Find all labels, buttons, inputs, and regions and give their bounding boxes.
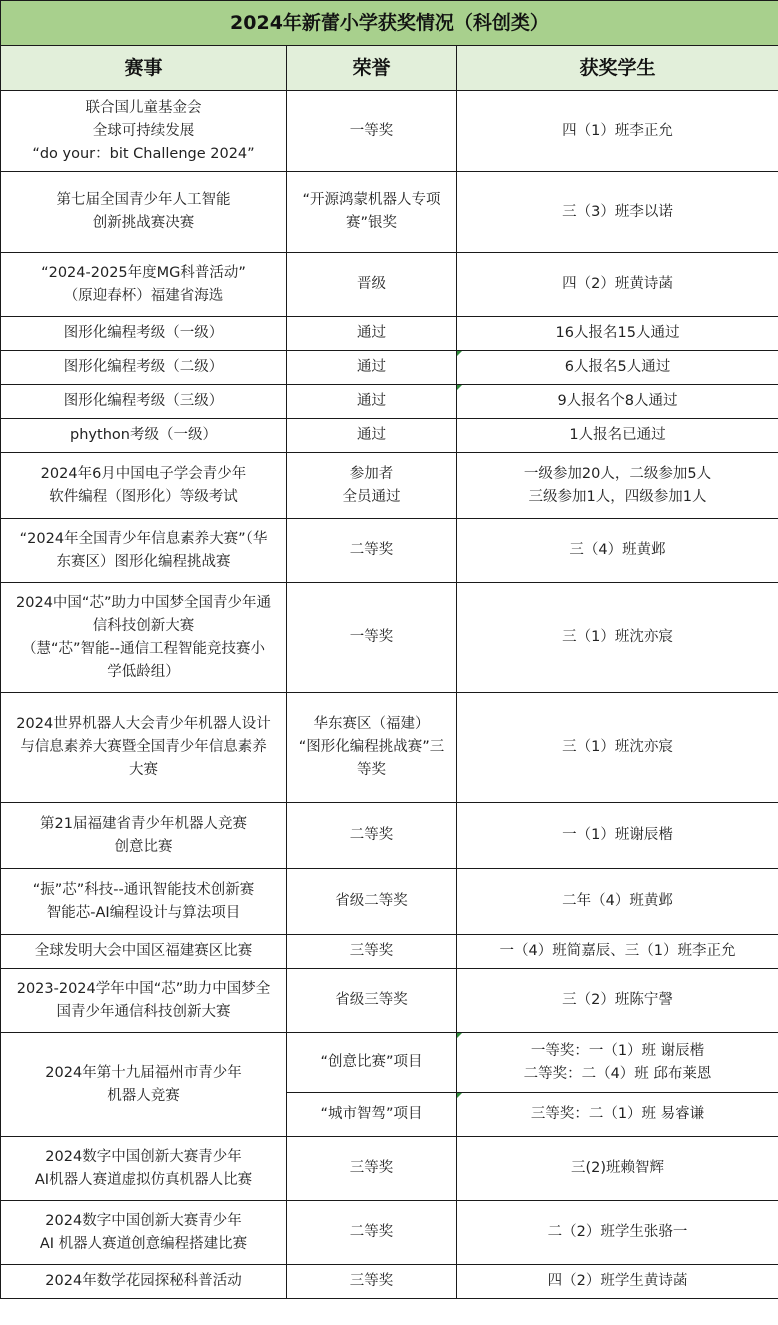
honor-cell-line: 省级二等奖 <box>335 893 408 909</box>
table-row <box>1 803 778 869</box>
honor-cell <box>287 172 457 253</box>
event-cell-line: 联合国儿童基金会 <box>85 99 202 116</box>
table-row <box>1 351 778 385</box>
student-cell-line: 三（1）班沈亦宸 <box>562 629 673 645</box>
table-row <box>1 419 778 453</box>
student-cell <box>457 453 778 519</box>
event-cell <box>1 1201 287 1265</box>
event-cell <box>1 253 287 317</box>
event-cell-line: “2024年全国青少年信息素养大赛”（华 <box>19 530 268 547</box>
honor-cell <box>287 1201 457 1265</box>
student-cell-line: 三（2）班陈宁謦 <box>562 992 673 1008</box>
student-cell-line: 二等奖：二（4）班 邱布莱恩 <box>523 1065 712 1082</box>
student-cell <box>457 1093 778 1137</box>
honor-cell <box>287 1093 457 1137</box>
honor-cell-line: 二等奖 <box>349 1224 394 1240</box>
title-row <box>1 1 778 46</box>
event-cell-line: （原迎春杯）福建省海选 <box>63 287 224 304</box>
table-row <box>1 693 778 803</box>
student-cell <box>457 351 778 385</box>
student-cell <box>457 317 778 351</box>
honor-cell-line: 通过 <box>357 359 386 375</box>
student-cell-line: 一等奖：一（1）班 谢辰楷 <box>530 1042 705 1059</box>
honor-cell <box>287 869 457 935</box>
student-cell-line: 三（1）班沈亦宸 <box>562 739 673 755</box>
honor-cell <box>287 253 457 317</box>
honor-cell-line: 通过 <box>357 325 386 341</box>
student-cell <box>457 91 778 172</box>
event-cell <box>1 453 287 519</box>
honor-cell <box>287 91 457 172</box>
table-row <box>1 1137 778 1201</box>
event-cell-line: “do your：bit Challenge 2024” <box>32 145 255 162</box>
student-cell <box>457 519 778 583</box>
event-cell-line: “振”芯”科技--通讯智能技术创新赛 <box>32 881 255 898</box>
student-cell-line: 一级参加20人，二级参加5人 <box>523 465 712 482</box>
event-cell-line: 智能芯-AI编程设计与算法项目 <box>46 904 241 921</box>
event-cell-line: 信科技创新大赛 <box>92 617 195 634</box>
student-cell <box>457 1033 778 1093</box>
student-cell-line: 6人报名5人通过 <box>564 359 671 375</box>
student-cell-line: 16人报名15人通过 <box>555 325 680 341</box>
event-cell <box>1 419 287 453</box>
event-cell-line: 2024数字中国创新大赛青少年 <box>45 1212 242 1229</box>
event-cell <box>1 1033 287 1137</box>
honor-cell-line: “图形化编程挑战赛”三 <box>298 739 445 755</box>
event-cell-line: 创意比赛 <box>114 838 173 855</box>
event-cell <box>1 385 287 419</box>
table-row <box>1 519 778 583</box>
honor-cell-line: 三等奖 <box>349 1273 394 1289</box>
header-event: 赛事 <box>1 46 287 91</box>
student-cell <box>457 385 778 419</box>
honor-cell <box>287 1265 457 1299</box>
student-cell <box>457 253 778 317</box>
event-cell <box>1 583 287 693</box>
event-cell-line: AI机器人赛道虚拟仿真机器人比赛 <box>34 1171 253 1188</box>
student-cell <box>457 935 778 969</box>
event-cell-line: 第21届福建省青少年机器人竞赛 <box>40 815 247 832</box>
event-cell-line: 国青少年通信科技创新大赛 <box>56 1003 231 1020</box>
honor-cell-line: “创意比赛”项目 <box>320 1054 423 1070</box>
student-cell-line: 1人报名已通过 <box>569 427 666 443</box>
event-cell-line: 图形化编程考级（二级） <box>63 359 224 375</box>
table-row <box>1 385 778 419</box>
table-row <box>1 453 778 519</box>
event-cell-line: 图形化编程考级（一级） <box>63 325 224 341</box>
student-cell <box>457 172 778 253</box>
honor-cell-line: 晋级 <box>357 276 386 292</box>
honor-cell <box>287 419 457 453</box>
event-cell-line: 2024年数学花园探秘科普活动 <box>45 1273 242 1289</box>
honor-cell-line: 三等奖 <box>349 1160 394 1176</box>
event-cell <box>1 1137 287 1201</box>
honor-cell-line: 等奖 <box>357 762 386 778</box>
table-row <box>1 1201 778 1265</box>
honor-cell <box>287 969 457 1033</box>
event-cell <box>1 1265 287 1299</box>
student-cell <box>457 1201 778 1265</box>
honor-cell <box>287 351 457 385</box>
event-cell-line: 创新挑战赛决赛 <box>92 215 195 231</box>
honor-cell-line: 全员通过 <box>342 488 401 505</box>
student-cell-line: 一（1）班谢辰楷 <box>562 827 673 843</box>
student-cell-line: 三（4）班黄邺 <box>569 542 666 558</box>
honor-cell-line: 参加者 <box>349 465 394 482</box>
student-cell-line: 三(2)班赖智辉 <box>570 1160 665 1176</box>
event-cell-line: AI 机器人赛道创意编程搭建比赛 <box>39 1235 248 1252</box>
student-cell-line: 三级参加1人，四级参加1人 <box>528 488 707 505</box>
event-cell-line: 图形化编程考级（三级） <box>63 393 224 409</box>
student-cell-line: 四（2）班黄诗菡 <box>562 276 673 292</box>
event-cell-line: “2024-2025年度MG科普活动” <box>41 264 246 281</box>
table-row <box>1 869 778 935</box>
student-cell-line: 四（2）班学生黄诗菡 <box>547 1273 688 1289</box>
student-cell <box>457 1137 778 1201</box>
honor-cell <box>287 693 457 803</box>
event-cell-line: 2023-2024学年中国“芯”助力中国梦全 <box>16 980 271 997</box>
header-student: 获奖学生 <box>457 46 778 91</box>
event-cell-line: 2024年第十九届福州市青少年 <box>45 1064 242 1081</box>
honor-cell <box>287 1137 457 1201</box>
student-cell-line: 9人报名个8人通过 <box>557 393 678 409</box>
student-cell-line: 三（3）班李以诺 <box>562 203 673 220</box>
header-row <box>1 46 778 91</box>
event-cell <box>1 803 287 869</box>
event-cell-line: 机器人竞赛 <box>107 1087 180 1104</box>
honor-cell-line: “城市智驾”项目 <box>320 1106 423 1122</box>
student-cell-line: 二（2）班学生张骆一 <box>547 1224 688 1240</box>
event-cell-line: 2024数字中国创新大赛青少年 <box>45 1148 242 1165</box>
table-row <box>1 583 778 693</box>
honor-cell-line: 一等奖 <box>349 122 394 139</box>
event-cell-line: 2024中国“芯”助力中国梦全国青少年通 <box>16 594 271 611</box>
honor-cell-line: 省级三等奖 <box>335 992 408 1008</box>
event-cell-line: 2024世界机器人大会青少年机器人设计 <box>16 716 271 732</box>
honor-cell <box>287 1033 457 1093</box>
honor-cell <box>287 317 457 351</box>
honor-cell-line: 二等奖 <box>349 827 394 843</box>
honor-cell <box>287 519 457 583</box>
honor-cell <box>287 935 457 969</box>
honor-cell <box>287 453 457 519</box>
honor-cell <box>287 385 457 419</box>
event-cell-line: 与信息素养大赛暨全国青少年信息素养 <box>20 739 267 755</box>
honor-cell <box>287 583 457 693</box>
event-cell <box>1 172 287 253</box>
table-row <box>1 1265 778 1299</box>
table-row <box>1 172 778 253</box>
table-row <box>1 935 778 969</box>
event-cell <box>1 693 287 803</box>
event-cell-line: （慧“芯”智能--通信工程智能竞技赛小 <box>22 640 265 657</box>
event-cell-line: 全球发明大会中国区福建赛区比赛 <box>34 943 253 959</box>
table-row <box>1 91 778 172</box>
table-row <box>1 969 778 1033</box>
honor-cell-line: 通过 <box>357 393 386 409</box>
event-cell-line: 软件编程（图形化）等级考试 <box>49 488 238 505</box>
student-cell <box>457 419 778 453</box>
student-cell <box>457 693 778 803</box>
student-cell-line: 二年（4）班黄邺 <box>562 893 673 909</box>
event-cell-line: 第七届全国青少年人工智能 <box>56 192 231 208</box>
table-row <box>1 253 778 317</box>
event-cell <box>1 935 287 969</box>
event-cell <box>1 869 287 935</box>
student-cell <box>457 869 778 935</box>
table-title: 2024年新蕾小学获奖情况（科创类） <box>1 1 778 46</box>
student-cell <box>457 1265 778 1299</box>
honor-cell-line: 通过 <box>357 427 386 443</box>
honor-cell <box>287 803 457 869</box>
student-cell-line: 一（4）班简嘉辰、三（1）班李正允 <box>499 943 736 959</box>
honor-cell-line: 华东赛区（福建） <box>313 716 430 732</box>
honor-cell-line: 三等奖 <box>349 943 394 959</box>
event-cell-line: 2024年6月中国电子学会青少年 <box>40 465 247 482</box>
event-cell-line: 大赛 <box>129 762 158 778</box>
event-cell <box>1 351 287 385</box>
event-cell-line: 东赛区）图形化编程挑战赛 <box>56 553 231 570</box>
honor-cell-line: 赛”银奖 <box>345 215 397 231</box>
table-row <box>1 317 778 351</box>
honor-cell-line: 一等奖 <box>349 629 394 645</box>
event-cell <box>1 969 287 1033</box>
event-cell <box>1 519 287 583</box>
header-honor: 荣誉 <box>287 46 457 91</box>
event-cell-line: 学低龄组） <box>107 663 180 680</box>
student-cell <box>457 969 778 1033</box>
event-cell-line: phython考级（一级） <box>70 427 217 443</box>
student-cell-line: 四（1）班李正允 <box>562 122 673 139</box>
student-cell <box>457 803 778 869</box>
honor-cell-line: 二等奖 <box>349 542 394 558</box>
event-cell-line: 全球可持续发展 <box>92 122 195 139</box>
honor-cell-line: “开源鸿蒙机器人专项 <box>302 192 441 208</box>
student-cell-line: 三等奖：二（1）班 易睿谦 <box>530 1106 705 1122</box>
event-cell <box>1 91 287 172</box>
table-row <box>1 1033 778 1093</box>
student-cell <box>457 583 778 693</box>
event-cell <box>1 317 287 351</box>
